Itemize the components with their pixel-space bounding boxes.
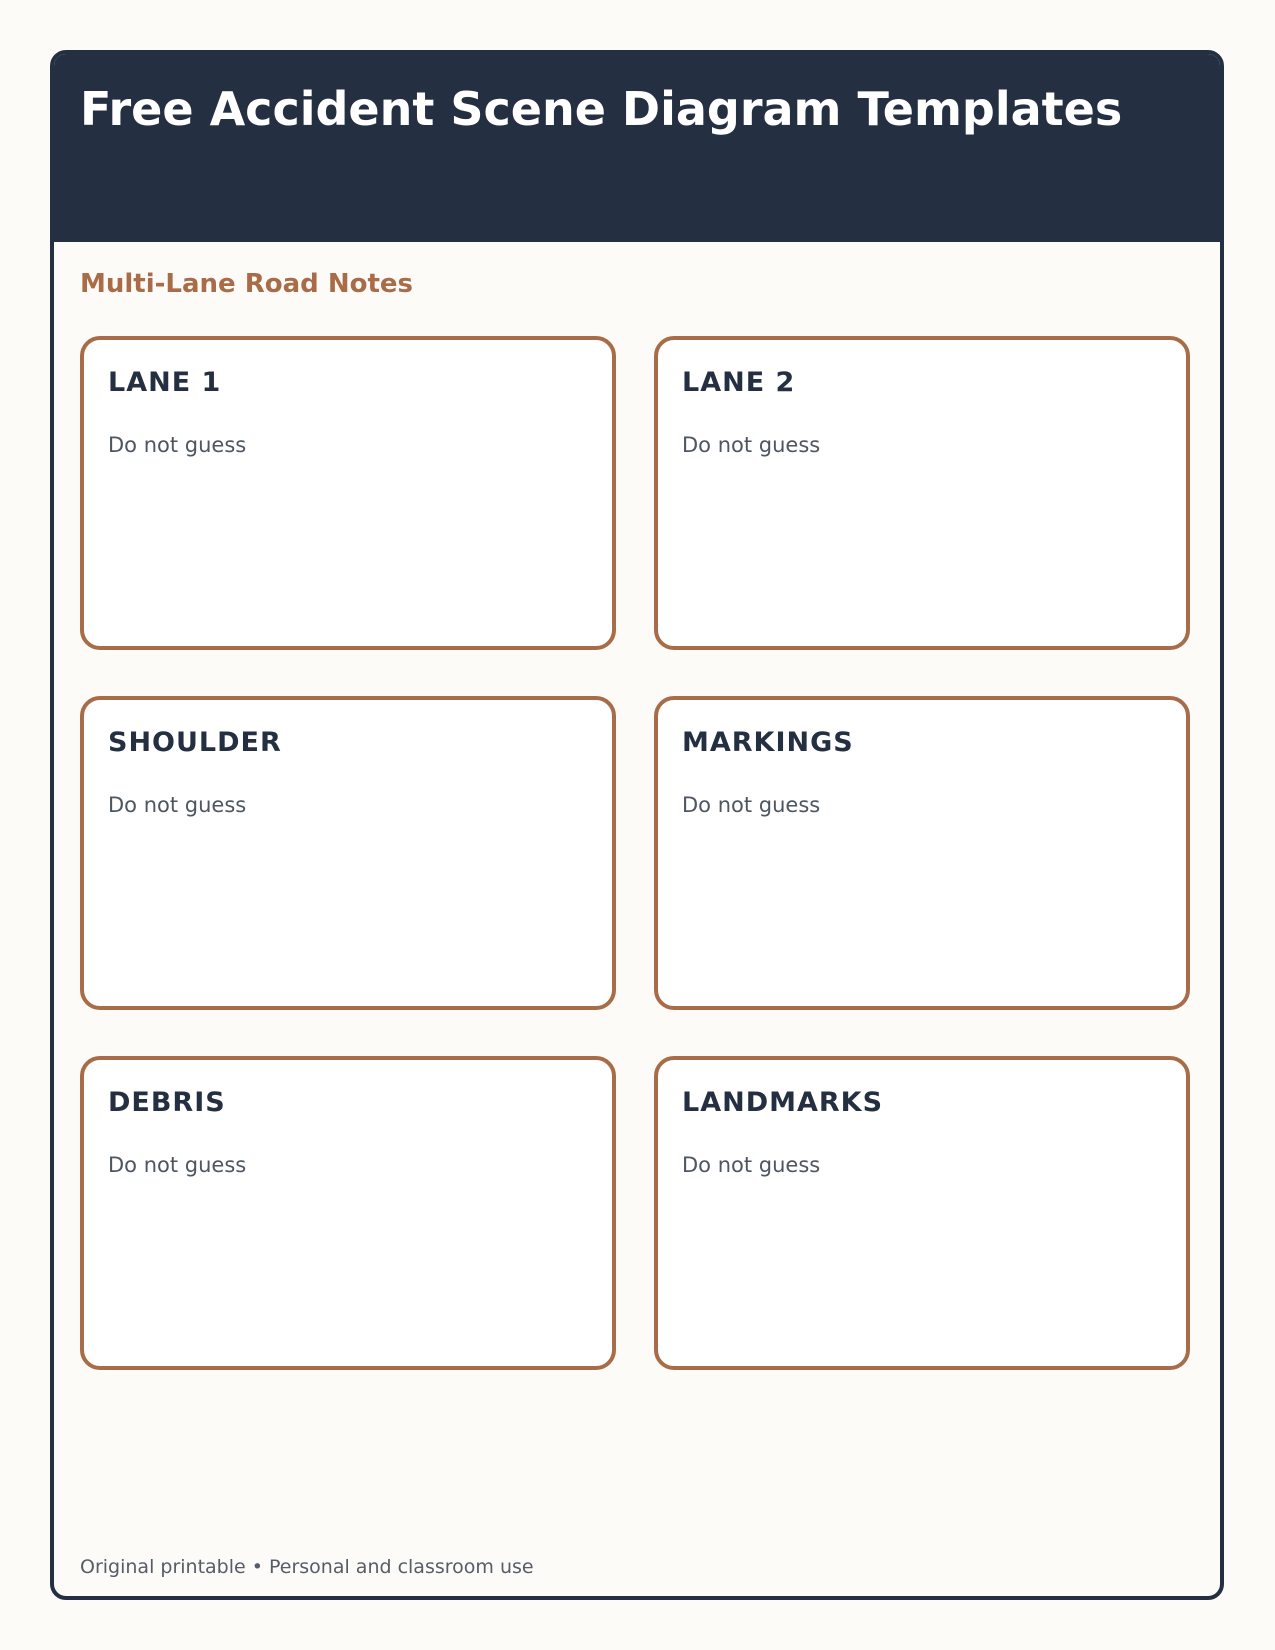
card-title: SHOULDER [108, 727, 282, 758]
note-card-markings [654, 696, 1190, 1010]
card-note: Do not guess [682, 793, 821, 817]
card-title: LANDMARKS [682, 1087, 884, 1118]
card-note: Do not guess [682, 1153, 821, 1177]
card-note: Do not guess [108, 433, 247, 457]
card-title: DEBRIS [108, 1087, 226, 1118]
note-card-shoulder [80, 696, 616, 1010]
card-note: Do not guess [108, 1153, 247, 1177]
card-note: Do not guess [682, 433, 821, 457]
footer-text: Original printable • Personal and classroom use [80, 1556, 534, 1578]
card-title: MARKINGS [682, 727, 854, 758]
note-card-lane-1 [80, 336, 616, 650]
card-note: Do not guess [108, 793, 247, 817]
note-card-lane-2 [654, 336, 1190, 650]
card-title: LANE 2 [682, 367, 796, 398]
notes-grid [80, 336, 1190, 1370]
page-title: Free Accident Scene Diagram Templates [80, 82, 1123, 136]
note-card-landmarks [654, 1056, 1190, 1370]
note-card-debris [80, 1056, 616, 1370]
card-title: LANE 1 [108, 367, 222, 398]
printable-sheet [50, 50, 1224, 1600]
header-banner [54, 54, 1220, 242]
section-title: Multi-Lane Road Notes [80, 269, 413, 299]
